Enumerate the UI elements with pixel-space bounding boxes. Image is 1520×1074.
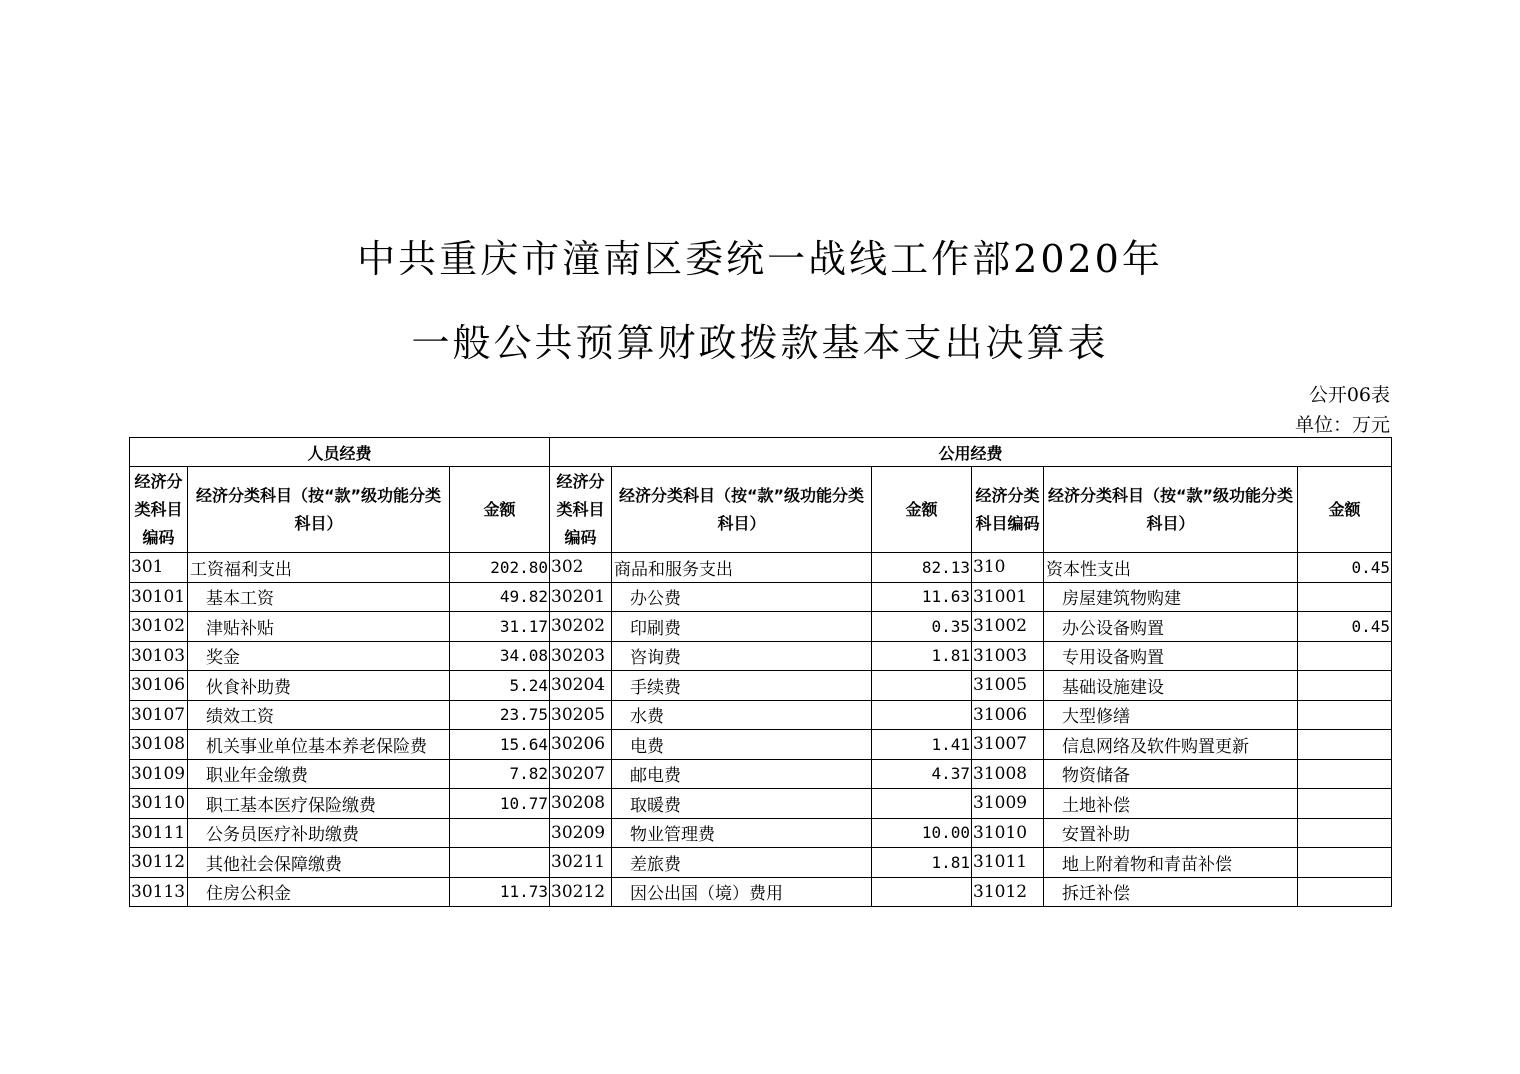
capital-item: 地上附着物和青苗补偿: [1044, 848, 1298, 878]
table-row: [130, 582, 1392, 612]
title-line-1: 中共重庆市潼南区委统一战线工作部2020年: [357, 237, 1163, 281]
capital-item: 资本性支出: [1044, 553, 1298, 583]
capital-amount: [1298, 730, 1392, 760]
personnel-code: 30109: [130, 759, 188, 789]
header-name: 经济分类科目（按“款”级功能分类科目）: [612, 467, 872, 553]
personnel-amount: 5.24: [450, 671, 550, 701]
capital-item: 物资储备: [1044, 759, 1298, 789]
capital-amount: 0.45: [1298, 553, 1392, 583]
personnel-amount: 31.17: [450, 612, 550, 642]
capital-code: 31007: [972, 730, 1044, 760]
personnel-code: 30103: [130, 641, 188, 671]
header-amount: 金额: [1298, 467, 1392, 553]
personnel-item: 其他社会保障缴费: [188, 848, 450, 878]
header-amount: 金额: [872, 467, 972, 553]
table-row: [130, 789, 1392, 819]
public-code: 302: [550, 553, 612, 583]
personnel-code: 30101: [130, 582, 188, 612]
personnel-item: 伙食补助费: [188, 671, 450, 701]
personnel-code: 30102: [130, 612, 188, 642]
header-code: 经济分类科目编码: [550, 467, 612, 553]
capital-code: 31001: [972, 582, 1044, 612]
table-row: [130, 759, 1392, 789]
personnel-item: 工资福利支出: [188, 553, 450, 583]
capital-item: 信息网络及软件购置更新: [1044, 730, 1298, 760]
personnel-amount: 202.80: [450, 553, 550, 583]
group-personnel-header: 人员经费: [130, 438, 550, 467]
capital-amount: [1298, 700, 1392, 730]
group-public-header: 公用经费: [550, 438, 1392, 467]
capital-amount: [1298, 582, 1392, 612]
capital-amount: 0.45: [1298, 612, 1392, 642]
personnel-code: 301: [130, 553, 188, 583]
capital-amount: [1298, 671, 1392, 701]
capital-amount: [1298, 641, 1392, 671]
public-code: 30209: [550, 818, 612, 848]
capital-amount: [1298, 877, 1392, 907]
capital-item: 土地补偿: [1044, 789, 1298, 819]
capital-code: 31011: [972, 848, 1044, 878]
expenditure-table: [129, 437, 1392, 907]
capital-item: 基础设施建设: [1044, 671, 1298, 701]
personnel-amount: 23.75: [450, 700, 550, 730]
public-item: 因公出国（境）费用: [612, 877, 872, 907]
capital-code: 31012: [972, 877, 1044, 907]
personnel-item: 津贴补贴: [188, 612, 450, 642]
capital-item: 大型修缮: [1044, 700, 1298, 730]
table-row: [130, 671, 1392, 701]
public-code: 30212: [550, 877, 612, 907]
table-row: [130, 641, 1392, 671]
public-item: 办公费: [612, 582, 872, 612]
personnel-code: 30108: [130, 730, 188, 760]
public-amount: 1.81: [872, 848, 972, 878]
table-row: [130, 700, 1392, 730]
public-amount: [872, 671, 972, 701]
public-item: 咨询费: [612, 641, 872, 671]
personnel-code: 30111: [130, 818, 188, 848]
personnel-item: 职工基本医疗保险缴费: [188, 789, 450, 819]
public-item: 物业管理费: [612, 818, 872, 848]
public-amount: 10.00: [872, 818, 972, 848]
public-item: 邮电费: [612, 759, 872, 789]
public-amount: 11.63: [872, 582, 972, 612]
personnel-amount: 15.64: [450, 730, 550, 760]
public-amount: [872, 877, 972, 907]
public-code: 30205: [550, 700, 612, 730]
public-item: 差旅费: [612, 848, 872, 878]
capital-code: 31006: [972, 700, 1044, 730]
personnel-amount: 49.82: [450, 582, 550, 612]
public-code: 30201: [550, 582, 612, 612]
personnel-item: 机关事业单位基本养老保险费: [188, 730, 450, 760]
personnel-code: 30110: [130, 789, 188, 819]
capital-code: 31003: [972, 641, 1044, 671]
public-amount: 0.35: [872, 612, 972, 642]
public-item: 电费: [612, 730, 872, 760]
table-number: 公开06表: [1308, 384, 1390, 406]
public-item: 取暖费: [612, 789, 872, 819]
personnel-code: 30107: [130, 700, 188, 730]
public-amount: 1.81: [872, 641, 972, 671]
public-code: 30211: [550, 848, 612, 878]
personnel-amount: 34.08: [450, 641, 550, 671]
public-item: 手续费: [612, 671, 872, 701]
public-amount: [872, 789, 972, 819]
capital-code: 31008: [972, 759, 1044, 789]
personnel-code: 30106: [130, 671, 188, 701]
public-item: 水费: [612, 700, 872, 730]
public-amount: 4.37: [872, 759, 972, 789]
header-code: 经济分类科目编码: [972, 467, 1044, 553]
capital-amount: [1298, 789, 1392, 819]
table-row: [130, 818, 1392, 848]
header-name: 经济分类科目（按“款”级功能分类科目）: [1044, 467, 1298, 553]
public-item: 商品和服务支出: [612, 553, 872, 583]
personnel-item: 公务员医疗补助缴费: [188, 818, 450, 848]
header-code: 经济分类科目编码: [130, 467, 188, 553]
personnel-amount: [450, 818, 550, 848]
public-code: 30203: [550, 641, 612, 671]
capital-amount: [1298, 818, 1392, 848]
public-item: 印刷费: [612, 612, 872, 642]
public-amount: 1.41: [872, 730, 972, 760]
table-row: [130, 877, 1392, 907]
capital-code: 310: [972, 553, 1044, 583]
public-code: 30207: [550, 759, 612, 789]
personnel-item: 住房公积金: [188, 877, 450, 907]
header-name: 经济分类科目（按“款”级功能分类科目）: [188, 467, 450, 553]
personnel-item: 基本工资: [188, 582, 450, 612]
public-amount: [872, 700, 972, 730]
public-code: 30208: [550, 789, 612, 819]
header-amount: 金额: [450, 467, 550, 553]
personnel-code: 30112: [130, 848, 188, 878]
capital-item: 安置补助: [1044, 818, 1298, 848]
title-line-2: 一般公共预算财政拨款基本支出决算表: [411, 321, 1109, 365]
table-row: [130, 730, 1392, 760]
capital-item: 拆迁补偿: [1044, 877, 1298, 907]
capital-code: 31010: [972, 818, 1044, 848]
capital-amount: [1298, 848, 1392, 878]
capital-code: 31005: [972, 671, 1044, 701]
table-row: [130, 553, 1392, 583]
personnel-item: 奖金: [188, 641, 450, 671]
capital-item: 办公设备购置: [1044, 612, 1298, 642]
capital-item: 专用设备购置: [1044, 641, 1298, 671]
capital-amount: [1298, 759, 1392, 789]
table-row: [130, 612, 1392, 642]
table-row: [130, 848, 1392, 878]
public-code: 30202: [550, 612, 612, 642]
personnel-amount: [450, 848, 550, 878]
capital-item: 房屋建筑物购建: [1044, 582, 1298, 612]
personnel-amount: 7.82: [450, 759, 550, 789]
public-code: 30204: [550, 671, 612, 701]
capital-code: 31002: [972, 612, 1044, 642]
personnel-item: 绩效工资: [188, 700, 450, 730]
personnel-code: 30113: [130, 877, 188, 907]
capital-code: 31009: [972, 789, 1044, 819]
public-amount: 82.13: [872, 553, 972, 583]
personnel-item: 职业年金缴费: [188, 759, 450, 789]
personnel-amount: 10.77: [450, 789, 550, 819]
personnel-amount: 11.73: [450, 877, 550, 907]
public-code: 30206: [550, 730, 612, 760]
unit-label: 单位：万元: [1294, 414, 1390, 436]
